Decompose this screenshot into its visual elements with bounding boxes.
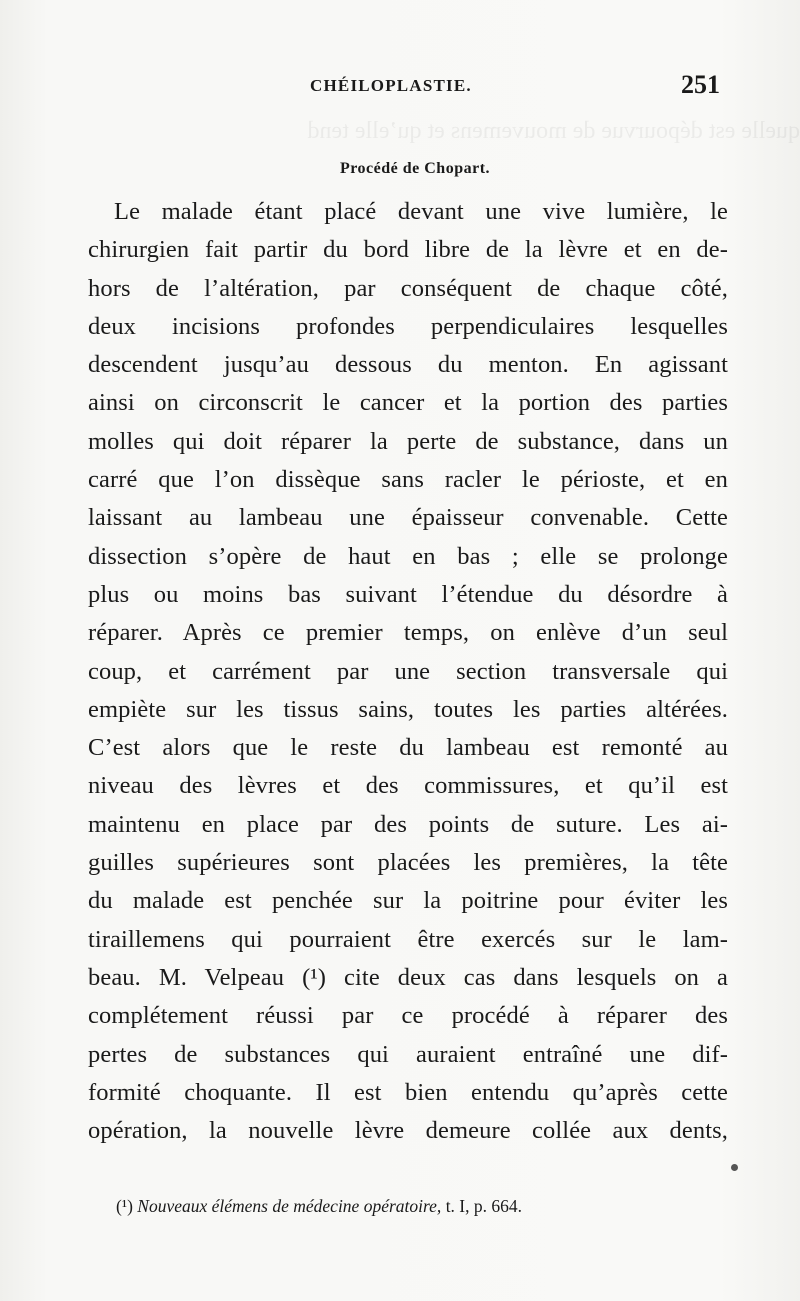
text-line: molles qui doit réparer la perte de substance, dans un	[88, 427, 728, 455]
text-line: opération, la nouvelle lèvre demeure collée aux dents,	[88, 1117, 728, 1145]
body-paragraph	[88, 193, 728, 1150]
running-head-title: CHÉILOPLASTIE.	[310, 76, 472, 95]
footnote-title: Nouveaux élémens de médecine opératoire,	[137, 1196, 442, 1216]
text-line: beau. M. Velpeau (¹) cite deux cas dans lesquels on a	[88, 963, 728, 991]
footnote-reference: t. I, p. 664.	[445, 1196, 523, 1216]
bleed-through-text: quelle est dépourvue de mouvemens et qu’elle tend	[307, 118, 800, 144]
text-line: pertes de substances qui auraient entraîné une dif-	[88, 1040, 728, 1068]
text-line: laissant au lambeau une épaisseur convenable. Cette	[88, 504, 728, 532]
text-line: complétement réussi par ce procédé à réparer des	[88, 1002, 728, 1030]
text-line: chirurgien fait partir du bord libre de la lèvre et en de-	[88, 236, 728, 264]
section-heading: Procédé de Chopart.	[339, 160, 491, 177]
ink-spot	[731, 1164, 738, 1171]
text-line: coup, et carrément par une section transversale qui	[88, 657, 728, 685]
text-line: tiraillemens qui pourraient être exercés sur le lam-	[88, 925, 728, 953]
text-line: niveau des lèvres et des commissures, et qu’il est	[88, 772, 728, 800]
text-line: descendent jusqu’au dessous du menton. En agissant	[88, 351, 728, 379]
text-line: empiète sur les tissus sains, toutes les parties altérées.	[88, 695, 728, 723]
text-line: guilles supérieures sont placées les premières, la tête	[88, 849, 728, 877]
page-number: 251	[681, 70, 720, 99]
text-line: carré que l’on dissèque sans racler le périoste, et en	[88, 466, 728, 494]
footnote-marker: (¹)	[116, 1196, 133, 1216]
text-line: formité choquante. Il est bien entendu qu’après cette	[88, 1078, 728, 1106]
text-line: Le malade étant placé devant une vive lumière, le	[114, 198, 728, 225]
text-line: deux incisions profondes perpendiculaires lesquelles	[88, 312, 728, 340]
text-line: hors de l’altération, par conséquent de chaque côté,	[88, 274, 728, 302]
running-head	[0, 70, 800, 106]
text-line: plus ou moins bas suivant l’étendue du désordre à	[88, 580, 728, 608]
text-line: maintenu en place par des points de suture. Les ai-	[88, 810, 728, 838]
text-line: dissection s’opère de haut en bas ; elle se prolonge	[88, 542, 728, 570]
text-line: du malade est penchée sur la poitrine pour éviter les	[88, 887, 728, 915]
text-line: C’est alors que le reste du lambeau est remonté au	[88, 734, 728, 762]
footnote	[116, 1196, 522, 1217]
text-line: réparer. Après ce premier temps, on enlève d’un seul	[88, 619, 728, 647]
text-line: ainsi on circonscrit le cancer et la portion des parties	[88, 389, 728, 417]
